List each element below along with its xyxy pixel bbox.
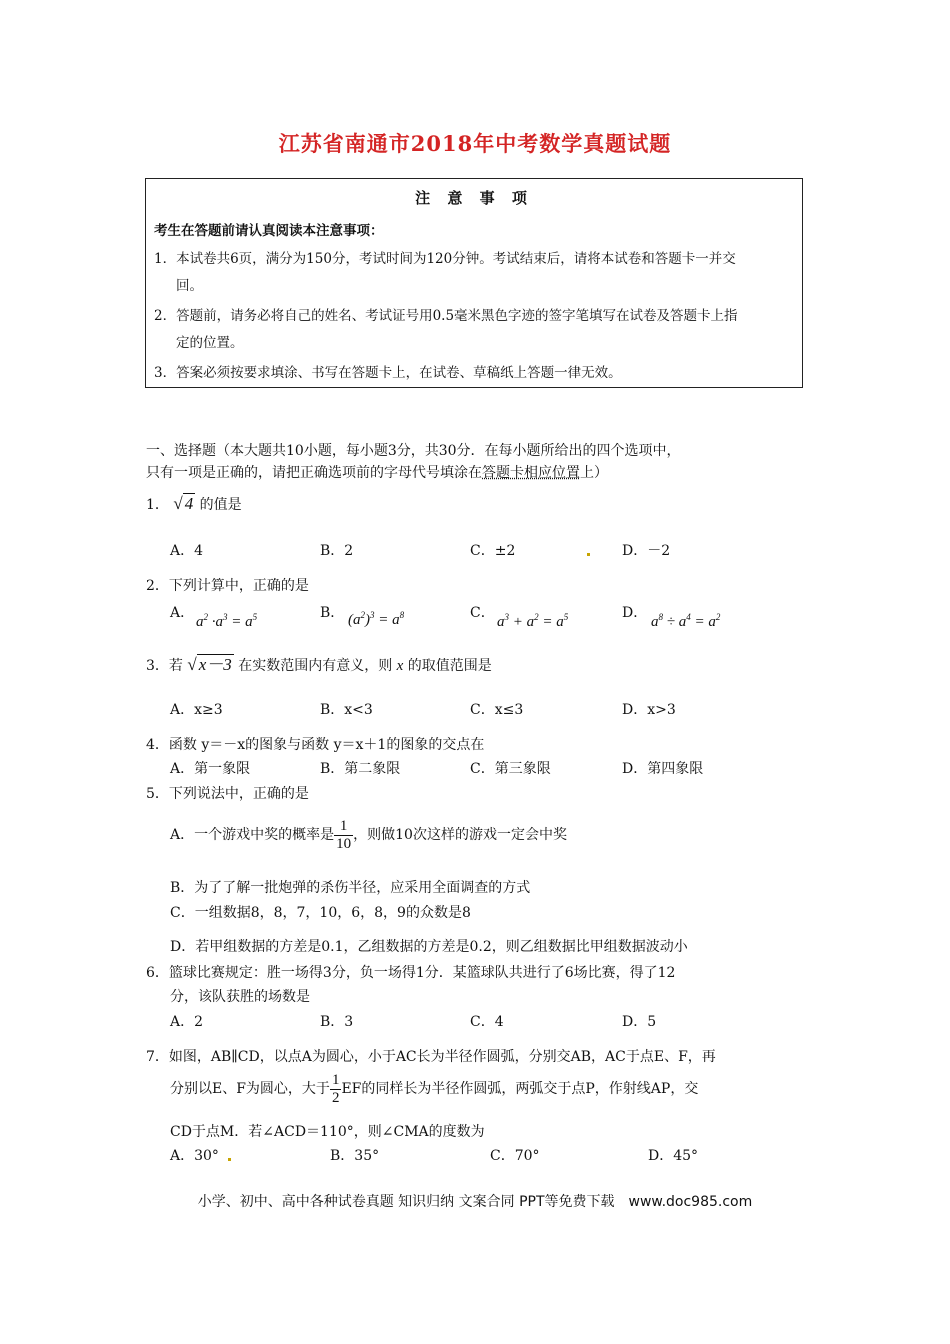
radicand: 4 <box>184 494 194 513</box>
option-b: B．为了了解一批炮弹的杀伤半径，应采用全面调查的方式 <box>170 880 531 896</box>
section-instructions-line1: 一、选择题（本大题共10小题，每小题3分，共30分．在每小题所给出的四个选项中， <box>146 443 681 459</box>
option-b: B．35° <box>330 1148 380 1164</box>
question-text: 在实数范围内有意义，则 <box>238 658 393 674</box>
option-d: D．第四象限 <box>622 761 704 777</box>
option-c: C．x≤3 <box>470 702 524 718</box>
option-d: D．－2 <box>622 543 671 559</box>
stray-mark <box>228 1158 231 1161</box>
option-a <box>170 818 567 852</box>
option-a: A．第一象限 <box>170 761 251 777</box>
option-b: B．3 <box>320 1014 354 1030</box>
option-c: C．一组数据8，8，7，10，6，8，9的众数是8 <box>170 905 471 921</box>
option-text: A．一个游戏中奖的概率是 <box>170 827 335 843</box>
option-c: C．4 <box>470 1014 504 1030</box>
sqrt-expression: √ x－3 <box>187 655 232 674</box>
stray-mark <box>587 553 590 556</box>
option-b: B．第二象限 <box>320 761 401 777</box>
notice-item: 3．答案必须按要求填涂、书写在答题卡上，在试卷、草稿纸上答题一律无效。 <box>154 365 622 381</box>
question-text: 的取值范围是 <box>407 658 492 674</box>
fraction-denominator: 2 <box>331 1089 340 1106</box>
notice-intro: 考生在答题前请认真阅读本注意事项： <box>154 223 384 239</box>
option-d: D．5 <box>622 1014 657 1030</box>
question-number: 1． <box>146 497 169 513</box>
option-b-expression: $(a^2)^3 = a^8$ <box>348 610 405 628</box>
notice-box <box>145 178 803 388</box>
question-7-line1: 7．如图，AB∥CD，以点A为圆心，小于AC长为半径作圆弧，分别交AB，AC于点E、F，再 <box>146 1049 716 1065</box>
notice-heading: 注 意 事 项 <box>415 189 533 207</box>
option-text: ，则做10次这样的游戏一定会中奖 <box>353 827 567 843</box>
option-a: A．4 <box>170 543 204 559</box>
question-text: 的值是 <box>199 497 242 513</box>
notice-item: 回。 <box>176 278 203 294</box>
option-a: A．x≥3 <box>170 702 223 718</box>
page-footer: 小学、初中、高中各种试卷真题 知识归纳 文案合同 PPT等免费下载 www.doc985.com <box>197 1194 753 1210</box>
fraction-numerator: 1 <box>331 1072 340 1088</box>
question-2: 2．下列计算中，正确的是 <box>146 578 309 594</box>
variable: x <box>396 658 404 674</box>
option-d-expression: $a^8 \div a^4 = a^2$ <box>651 612 721 630</box>
question-text: 分别以E、F为圆心，大于 <box>170 1081 330 1097</box>
fraction-numerator: 1 <box>334 818 353 836</box>
question-6-line1: 6．篮球比赛规定：胜一场得3分，负一场得1分．某篮球队共进行了6场比赛，得了12 <box>146 965 676 981</box>
question-1 <box>146 494 242 514</box>
question-text: EF的同样长为半径作圆弧，两弧交于点P，作射线AP，交 <box>341 1081 699 1097</box>
notice-item: 1．本试卷共6页，满分为150分，考试时间为120分钟。考试结束后，请将本试卷和答题卡一并交 <box>154 251 736 267</box>
option-b: B．x<3 <box>320 702 373 718</box>
option-a-expression: $a^2 \cdot a^3 = a^5$ <box>196 612 258 630</box>
notice-item: 2．答题前，请务必将自己的姓名、考试证号用0.5毫米黑色字迹的签字笔填写在试卷及答题卡上指 <box>154 308 738 324</box>
option-b: B． <box>320 605 345 621</box>
fraction <box>334 818 353 852</box>
radicand: x－3 <box>198 655 232 674</box>
question-6-line2: 分，该队获胜的场数是 <box>170 989 310 1005</box>
question-7-line3: CD于点M．若∠ACD＝110°，则∠CMA的度数为 <box>170 1124 485 1140</box>
section-emphasis: 答题卡相应位置 <box>482 465 580 481</box>
option-c: C．70° <box>490 1148 540 1164</box>
fraction <box>330 1072 342 1106</box>
option-c: C．第三象限 <box>470 761 551 777</box>
option-c: C．±2 <box>470 543 516 559</box>
section-text: 只有一项是正确的，请把正确选项前的字母代号填涂在 <box>146 465 482 481</box>
sqrt-expression: √ 4 <box>173 494 194 513</box>
notice-item: 定的位置。 <box>176 335 244 351</box>
option-d: D． <box>622 605 648 621</box>
section-text: 上） <box>580 465 608 481</box>
option-c-expression: $a^3 + a^2 = a^5$ <box>497 612 569 630</box>
question-3 <box>146 650 492 675</box>
page-title: 江苏省南通市2018年中考数学真题试题 <box>278 131 672 156</box>
fraction-denominator: 10 <box>336 835 352 852</box>
question-4: 4．函数 y＝－x的图象与函数 y＝x＋1的图象的交点在 <box>146 737 485 753</box>
option-d: D．45° <box>648 1148 699 1164</box>
question-text: 3．若 <box>146 658 183 674</box>
option-b: B．2 <box>320 543 354 559</box>
option-a: A．2 <box>170 1014 204 1030</box>
option-c: C． <box>470 605 495 621</box>
section-instructions-line2 <box>146 462 608 482</box>
option-d: D．若甲组数据的方差是0.1，乙组数据的方差是0.2，则乙组数据比甲组数据波动小 <box>170 939 688 955</box>
option-d: D．x>3 <box>622 702 676 718</box>
question-5: 5．下列说法中，正确的是 <box>146 786 309 802</box>
option-a: A． <box>170 605 195 621</box>
option-a: A．30° <box>170 1148 219 1164</box>
question-7-line2 <box>170 1072 698 1106</box>
